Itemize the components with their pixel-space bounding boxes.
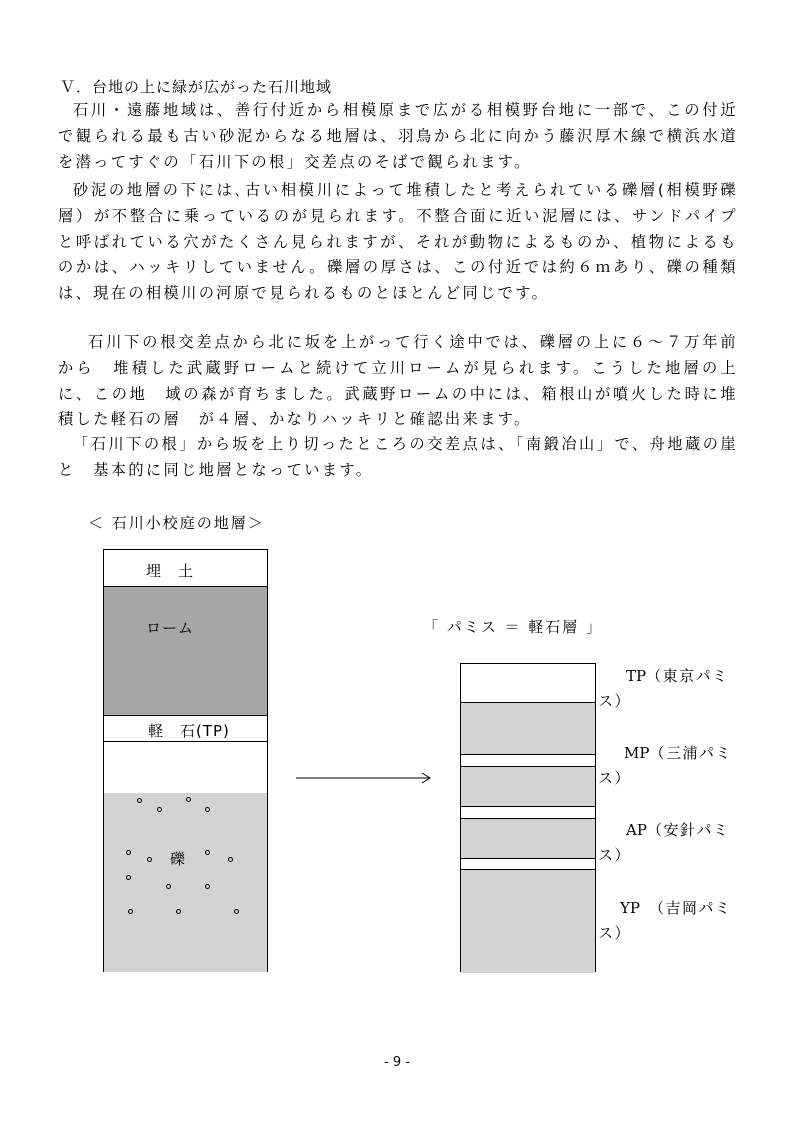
fill-soil-label: 埋 土 xyxy=(146,562,195,580)
mp-name: （三浦パミス） xyxy=(598,744,732,787)
loam-label: ローム xyxy=(146,619,195,637)
paragraph-2: 砂泥の地層の下には､古い相模川によって堆積したと考えられている礫層(相模野礫層）が不整合に乗っているのが見られます。不整合面に近い泥層には、サンドパイプと呼ばれている穴がたくさん見られますが、それが動物によるものか、植物によるものかは、ハッキリしていません。礫層の厚さは、この付近では約６ｍあり、礫の種類は、現在の相模川の河原で見られるものとほとんど同じです。 xyxy=(58,181,738,303)
schoolyard-strata-column xyxy=(103,549,268,972)
gravel-dot xyxy=(147,857,152,862)
section-heading: Ｖ．台地の上に緑が広がった石川地域 xyxy=(60,78,333,96)
tp-label xyxy=(598,664,738,714)
mp-label xyxy=(598,741,738,791)
pumice-band xyxy=(461,818,595,859)
gravel-dot xyxy=(157,807,162,812)
arrow-icon xyxy=(296,771,436,785)
gravel-dot xyxy=(234,909,239,914)
paragraph-1: 石川・遠藤地域は、善行付近から相模原まで広がる相模野台地に一部で、この付近で観られる最も古い砂泥からなる地層は、羽鳥から北に向かう藤沢厚木線で横浜水道を潜ってすぐの「石川下の根」交差点のそばで観られます。 xyxy=(58,101,738,171)
gravel-dot xyxy=(186,797,191,802)
pumice-band xyxy=(461,869,595,973)
gravel-dot xyxy=(205,884,210,889)
gravel-dot xyxy=(205,850,210,855)
gravel-dot xyxy=(137,798,142,803)
gravel-dot xyxy=(205,807,210,812)
white-layer xyxy=(104,741,267,794)
yp-code: YP xyxy=(620,899,640,917)
yp-label xyxy=(598,896,738,946)
paragraph-3: 石川下の根交差点から北に坂を上がって行く途中では、礫層の上に６～７万年前から 堆積した武蔵野ロームと続けて立川ロームが見られます。こうした地層の上に、この地 域の森が育ちました。武蔵野ロームの中には、箱根山が噴火した時に堆積した軽石の層 が４層、かなりハッキリと確認出来ます。 xyxy=(58,333,738,429)
gravel-dot xyxy=(176,909,181,914)
tp-name: （東京パミス） xyxy=(598,667,729,710)
mp-code: MP xyxy=(624,744,650,762)
gravel-dot xyxy=(126,875,131,880)
gravel-dot xyxy=(166,884,171,889)
paragraph-4: 「石川下の根」から坂を上り切ったところの交差点は、「南鍛冶山」で、舟地蔵の崖と 基本的に同じ地層となっています。 xyxy=(58,435,738,479)
pumice-column xyxy=(460,663,596,972)
gravel-dot xyxy=(128,909,133,914)
pumice-band xyxy=(461,766,595,807)
pumice-band xyxy=(461,702,595,755)
ap-code: AP xyxy=(626,821,647,839)
tp-code: TP xyxy=(626,667,647,685)
loam-layer xyxy=(104,586,267,716)
gravel-layer xyxy=(104,793,267,972)
page-number: - 9 - xyxy=(384,1055,410,1070)
gravel-dot xyxy=(126,850,131,855)
ap-name: （安針パミス） xyxy=(598,821,730,864)
gravel-label: 礫 xyxy=(170,850,187,868)
ap-label xyxy=(598,818,738,868)
figure-title: ＜ 石川小校庭の地層＞ xyxy=(88,514,265,532)
pumice-title: 「 パミス ＝ 軽石層 」 xyxy=(423,618,604,636)
pumice-label: 軽 石(TP) xyxy=(148,722,230,740)
gravel-dot xyxy=(228,857,233,862)
yp-name: （吉岡パミス） xyxy=(598,899,732,942)
